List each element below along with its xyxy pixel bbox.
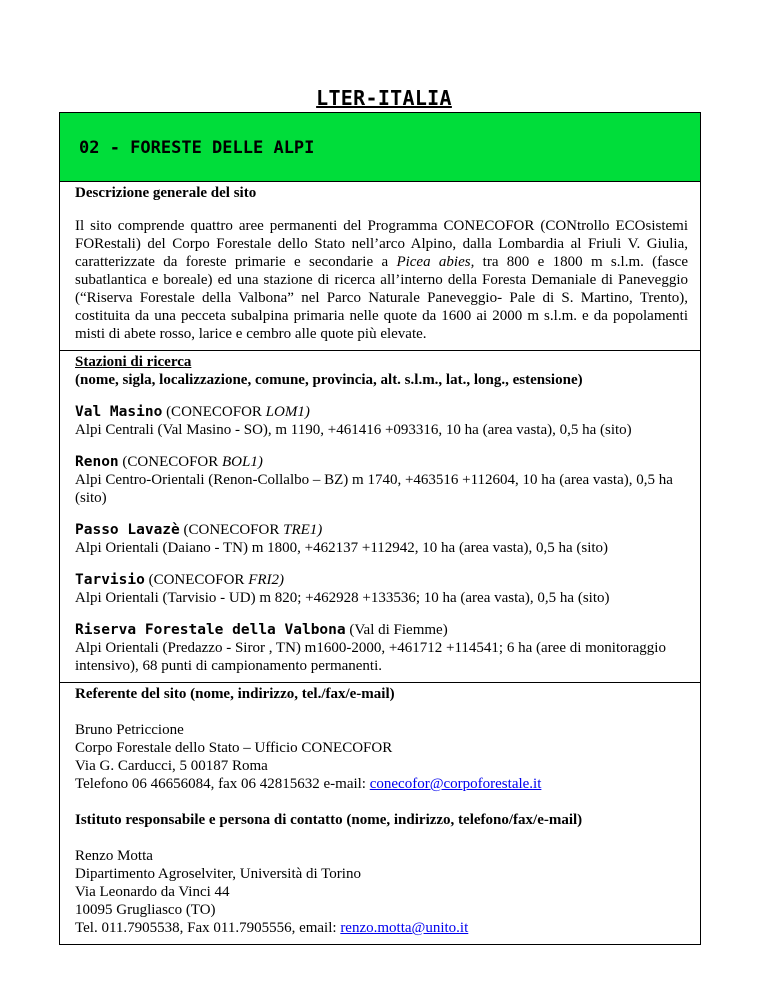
referent-heading: Referente del sito (nome, indirizzo, tel./fax/e-mail) [75, 686, 395, 702]
site-sheet [59, 112, 701, 945]
institute-dept: Dipartimento Agroselviter, Università di Torino [75, 866, 361, 882]
referent-name: Bruno Petriccione [75, 722, 184, 738]
station-details: Alpi Orientali (Predazzo - Siror , TN) m1600-2000, +461712 +114541; 6 ha (aree di monitoraggio intensivo), 68 punti di campionamento permanenti. [75, 640, 666, 674]
species-name: Picea abies, [396, 254, 475, 270]
station-details: Alpi Orientali (Tarvisio - UD) m 820; +462928 +133536; 10 ha (area vasta), 0,5 ha (sito) [75, 590, 610, 606]
stations-subheading: (nome, sigla, localizzazione, comune, provincia, alt. s.l.m., lat., long., estensione) [75, 372, 583, 388]
station-details: Alpi Orientali (Daiano - TN) m 1800, +462137 +112942, 10 ha (area vasta), 0,5 ha (sito) [75, 540, 609, 556]
referent-contact: Telefono 06 46656084, fax 06 42815632 e-mail: conecofor@corpoforestale.it [75, 776, 542, 792]
station-name: Riserva Forestale della Valbona [75, 622, 346, 638]
station-code: LOM1) [265, 404, 310, 420]
document-title: LTER-ITALIA [316, 86, 452, 110]
station-details: Alpi Centrali (Val Masino - SO), m 1190, +461416 +093316, 10 ha (area vasta), 0,5 ha (sito) [75, 422, 632, 438]
station-name: Val Masino [75, 404, 163, 420]
referent-email-link[interactable]: conecofor@corpoforestale.it [369, 776, 542, 792]
description-text: Il sito comprende quattro aree permanenti del Programma CONECOFOR (CONtrollo ECOsistemi FORestali) del Corpo Forestale dello Stato nell’arco Alpino, dalla Lombardia al Friuli V. Giulia, caratterizzate da foreste primarie e secondarie a Picea abies, tra 800 e 1800 m s.l.m. (fasce subatlantica e boreale) ed una stazione di ricerca all’interno della Foresta Demaniale di Paneveggio (“Riserva Forestale della Valbona” nel Parco Naturale Paneveggio- Pale di S. Martino, Trento), costituita da una pecceta subalpina primaria nelle quote da 1600 ai 2000 m s.l.m. e da popolamenti misti di abete rosso, larice e cembro alle quote più elevate. [75, 218, 688, 342]
station-item: Passo Lavazè (CONECOFOR TRE1) Alpi Orientali (Daiano - TN) m 1800, +462137 +112942, 10 ha (area vasta), 0,5 ha (sito) [75, 521, 688, 557]
institute-contact: Tel. 011.7905538, Fax 011.7905556, email: renzo.motta@unito.it [75, 920, 469, 936]
station-item: Renon (CONECOFOR BOL1) Alpi Centro-Orientali (Renon-Collalbo – BZ) m 1740, +463516 +112604, 10 ha (area vasta), 0,5 ha (sito) [75, 453, 688, 507]
station-code: BOL1) [222, 454, 263, 470]
station-name: Renon [75, 454, 119, 470]
station-item: Val Masino (CONECOFOR LOM1) Alpi Centrali (Val Masino - SO), m 1190, +461416 +093316, 10 ha (area vasta), 0,5 ha (sito) [75, 403, 688, 439]
institute-contact-name: Renzo Motta [75, 848, 153, 864]
institute-heading: Istituto responsabile e persona di contatto (nome, indirizzo, telefono/fax/e-mail) [75, 812, 583, 828]
referent-section [60, 682, 700, 944]
station-name: Tarvisio [75, 572, 145, 588]
station-item: Riserva Forestale della Valbona (Val di Fiemme) Alpi Orientali (Predazzo - Siror , TN) m1600-2000, +461712 +114541; 6 ha (aree di monitoraggio intensivo), 68 punti di campionamento permanenti. [75, 621, 688, 675]
institute-city: 10095 Grugliasco (TO) [75, 902, 216, 918]
station-name: Passo Lavazè [75, 522, 180, 538]
description-section [60, 181, 700, 350]
site-header-title: 02 - FORESTE DELLE ALPI [79, 138, 315, 158]
stations-section [60, 350, 700, 682]
referent-address: Via G. Carducci, 5 00187 Roma [75, 758, 268, 774]
station-details: Alpi Centro-Orientali (Renon-Collalbo – BZ) m 1740, +463516 +112604, 10 ha (area vasta), 0,5 ha (sito) [75, 472, 673, 506]
stations-heading: Stazioni di ricerca [75, 354, 192, 370]
site-header-band [60, 113, 700, 181]
institute-street: Via Leonardo da Vinci 44 [75, 884, 230, 900]
referent-org: Corpo Forestale dello Stato – Ufficio CONECOFOR [75, 740, 393, 756]
station-code: FRI2) [248, 572, 285, 588]
institute-email-link[interactable]: renzo.motta@unito.it [340, 920, 469, 936]
description-heading: Descrizione generale del sito [75, 185, 257, 201]
station-code: TRE1) [283, 522, 323, 538]
station-item: Tarvisio (CONECOFOR FRI2) Alpi Orientali (Tarvisio - UD) m 820; +462928 +133536; 10 ha (area vasta), 0,5 ha (sito) [75, 571, 688, 607]
